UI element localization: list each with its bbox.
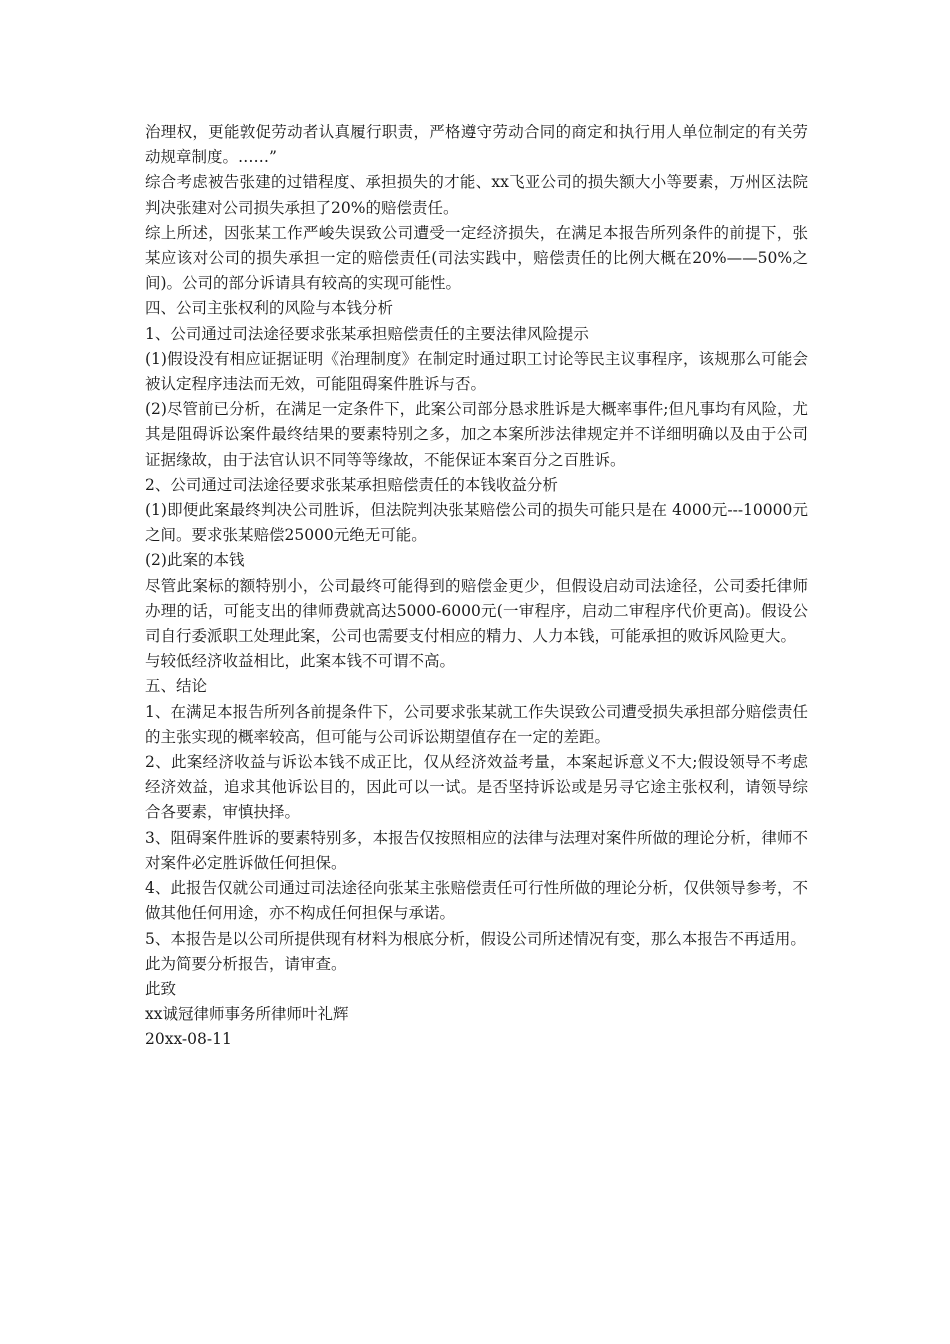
paragraph-conclusion-5: 5、本报告是以公司所提供现有材料为根底分析，假设公司所述情况有变，那么本报告不再适用。 (145, 929, 806, 948)
paragraph-conclusion-2: 2、此案经济收益与诉讼本钱不成正比，仅从经济效益考量，本案起诉意义不大;假设领导不考虑经济效益，追求其他诉讼目的，因此可以一试。是否坚持诉讼或是另寻它途主张权利，请领导综合各要素，审慎抉择。 (145, 753, 808, 822)
paragraph-cost-detail: 尽管此案标的额特别小，公司最终可能得到的赔偿金更少，但假设启动司法途径，公司委托律师办理的话，可能支出的律师费就高达5000-6000元(一审程序，启动二审程序代价更高)。假设公司自行委派职工处理此案，公司也需要支付相应的精力、人力本钱，可能承担的败诉风险更大。 (145, 576, 808, 646)
paragraph-summary: 综上所述，因张某工作严峻失误致公司遭受一定经济损失，在满足本报告所列条件的前提下，张某应该对公司的损失承担一定的赔偿责任(司法实践中，赔偿责任的比例大概在20%——50%之间)。公司的部分诉请具有较高的实现可能性。 (145, 223, 808, 293)
signature-date: 20xx-08-11 (145, 1030, 232, 1049)
closing-request: 此为简要分析报告，请审查。 (145, 954, 347, 973)
paragraph-conclusion-1: 1、在满足本报告所列各前提条件下，公司要求张某就工作失误致公司遭受损失承担部分赔偿责任的主张实现的概率较高，但可能与公司诉讼期望值存在一定的差距。 (145, 702, 808, 746)
paragraph-continuation: 治理权，更能敦促劳动者认真履行职责，严格遵守劳动合同的商定和执行用人单位制定的有关劳动规章制度。……” (145, 123, 808, 167)
paragraph-conclusion-3: 3、阻碍案件胜诉的要素特别多，本报告仅按照相应的法律与法理对案件所做的理论分析，律师不对案件必定胜诉做任何担保。 (145, 828, 808, 872)
subheading-legal-risk: 1、公司通过司法途径要求张某承担赔偿责任的主要法律风险提示 (145, 324, 589, 343)
document-body (145, 120, 808, 1053)
signature-author: xx诚冠律师事务所律师叶礼辉 (145, 1005, 349, 1024)
section-heading-risk-cost: 四、公司主张权利的风险与本钱分析 (145, 299, 394, 318)
section-heading-conclusion: 五、结论 (145, 677, 208, 696)
paragraph-case-reference: 综合考虑被告张建的过错程度、承担损失的才能、xx飞亚公司的损失额大小等要素，万州区法院判决张建对公司损失承担了20%的赔偿责任。 (145, 173, 808, 217)
paragraph-risk-2: (2)尽管前已分析，在满足一定条件下，此案公司部分恳求胜诉是大概率事件;但凡事均有风险，尤其是阻碍诉讼案件最终结果的要素特别之多，加之本案所涉法律规定并不详细明确以及由于公司证据缘故，由于法官认识不同等等缘故，不能保证本案百分之百胜诉。 (145, 400, 808, 469)
paragraph-cost-heading: (2)此案的本钱 (145, 551, 245, 570)
closing-salutation: 此致 (145, 979, 177, 998)
paragraph-benefit-1: (1)即便此案最终判决公司胜诉，但法院判决张某赔偿公司的损失可能只是在 4000元---10000元之间。要求张某赔偿25000元绝无可能。 (145, 501, 808, 545)
paragraph-cost-conclusion: 与较低经济收益相比，此案本钱不可谓不高。 (145, 652, 456, 671)
paragraph-risk-1: (1)假设没有相应证据证明《治理制度》在制定时通过职工讨论等民主议事程序，该规那么可能会被认定程序违法而无效，可能阻碍案件胜诉与否。 (145, 349, 808, 394)
subheading-cost-benefit: 2、公司通过司法途径要求张某承担赔偿责任的本钱收益分析 (145, 475, 558, 494)
paragraph-conclusion-4: 4、此报告仅就公司通过司法途径向张某主张赔偿责任可行性所做的理论分析，仅供领导参考，不做其他任何用途，亦不构成任何担保与承诺。 (145, 879, 808, 923)
